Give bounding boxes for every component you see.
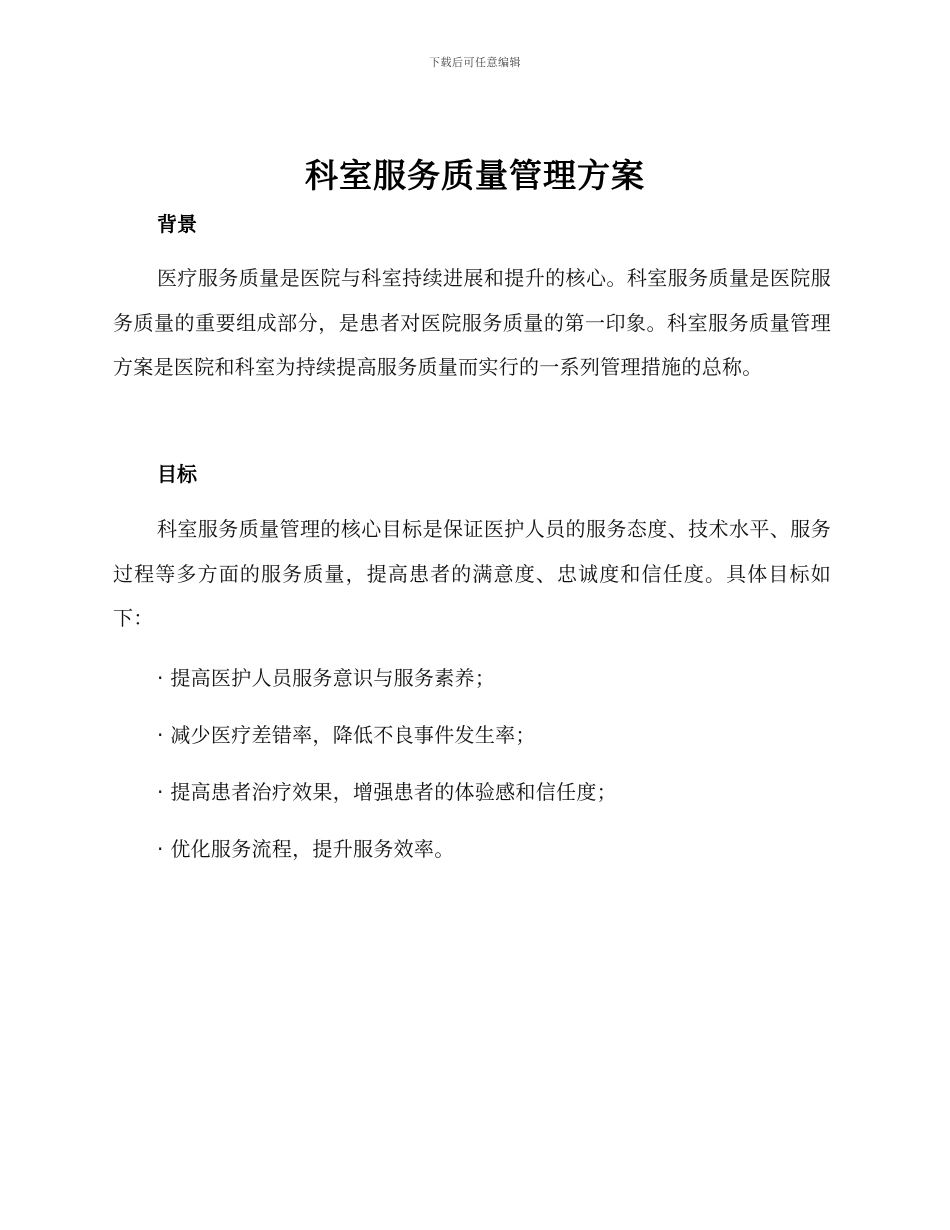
- paragraph-goals: 科室服务质量管理的核心目标是保证医护人员的服务态度、技术水平、服务过程等多方面的服务质量，提高患者的满意度、忠诚度和信任度。具体目标如下：: [113, 517, 831, 630]
- list-item-goal-1: · 提高医护人员服务意识与服务素养；: [157, 666, 496, 690]
- header-note: 下载后可任意编辑: [429, 56, 521, 69]
- section-heading-goals: 目标: [157, 462, 197, 486]
- document-title: 科室服务质量管理方案: [305, 156, 645, 195]
- section-heading-background: 背景: [157, 212, 197, 236]
- paragraph-background: 医疗服务质量是医院与科室持续进展和提升的核心。科室服务质量是医院服务质量的重要组成部分，是患者对医院服务质量的第一印象。科室服务质量管理方案是医院和科室为持续提高服务质量而实行的一系列管理措施的总称。: [113, 266, 831, 379]
- list-item-goal-4: · 优化服务流程，提升服务效率。: [157, 837, 455, 861]
- list-item-goal-3: · 提高患者治疗效果，增强患者的体验感和信任度；: [157, 780, 617, 804]
- list-item-goal-2: · 减少医疗差错率，降低不良事件发生率；: [157, 723, 536, 747]
